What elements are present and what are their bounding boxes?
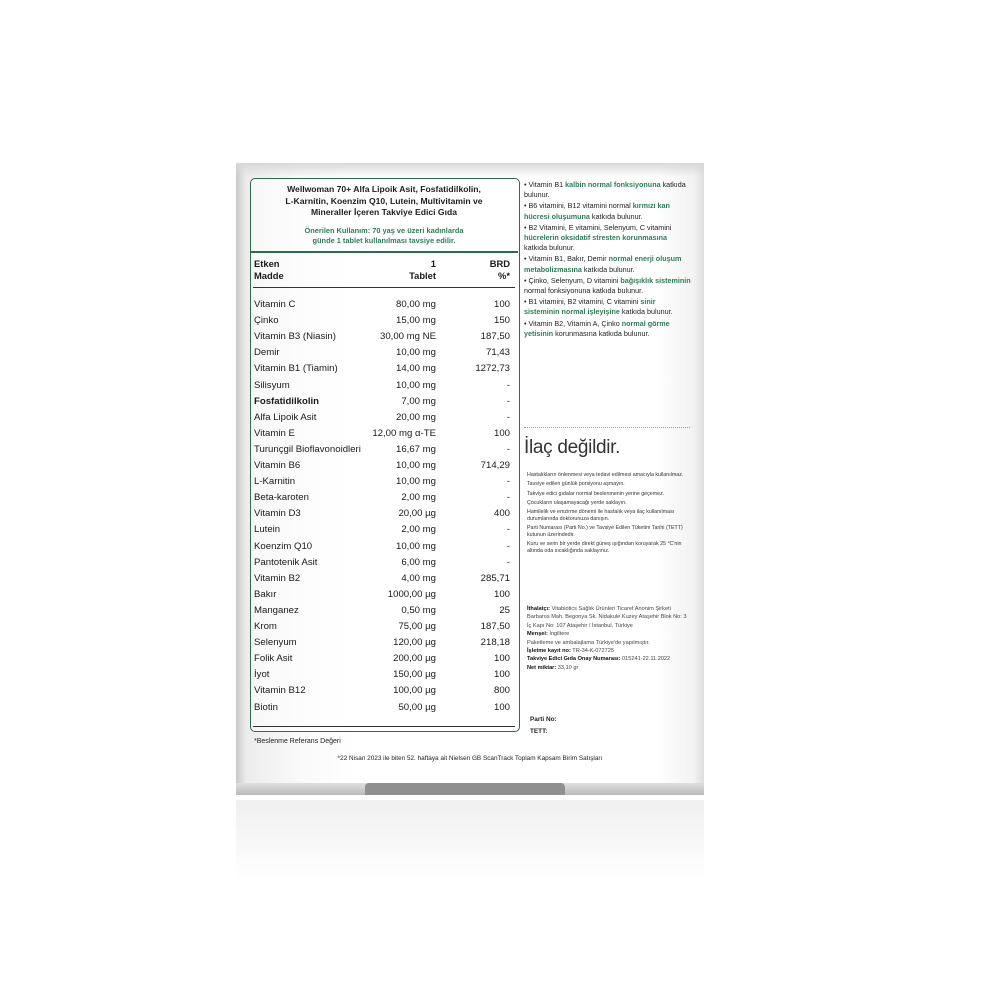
- nutrient-row: [254, 329, 514, 345]
- nutrient-name: Vitamin B2: [254, 572, 301, 584]
- nutrient-brd: -: [506, 556, 510, 568]
- warning-line: Parti Numarası (Parti No.) ve Tavsiye Edilen Tüketim Tarihi (TETT) kutunun üzerindedir.: [527, 525, 683, 539]
- nutrient-brd: 100: [493, 427, 510, 439]
- claim-highlight: kalbin normal fonksiyonuna: [565, 180, 661, 189]
- nutrient-amount: 15,00 mg: [395, 315, 436, 327]
- nutrient-name: Selenyum: [254, 637, 297, 649]
- nutrient-brd: 400: [493, 508, 510, 520]
- nutrient-row: [254, 683, 514, 699]
- nutrient-row: [254, 361, 514, 377]
- claim-text: • B2 Vitamini, E vitamini, Selenyum, C vitamini: [524, 222, 672, 232]
- nutrient-amount: 20,00 µg: [398, 508, 436, 520]
- claim-highlight: hücrelerin oksidatif stresten korunmasına: [524, 233, 667, 243]
- nutrient-amount: 2,00 mg: [401, 492, 436, 504]
- claim-text: katkıda bulunur.: [619, 307, 673, 317]
- nutrient-name: Fosfatidilkolin: [254, 395, 320, 407]
- nutrient-brd: 187,50: [480, 331, 510, 343]
- claim-text: korunmasına katkıda bulunur.: [553, 328, 650, 338]
- nutrient-name: İyot: [254, 669, 270, 681]
- nutrient-brd: 71,43: [485, 347, 510, 359]
- nutrient-amount: 80,00 mg: [395, 299, 436, 310]
- title-divider: [251, 251, 518, 253]
- claim-highlight: bağışıklık sisteminin: [620, 275, 691, 285]
- nutrient-name: Bakır: [254, 588, 277, 600]
- nutrient-amount: 7,00 mg: [401, 395, 436, 407]
- nutrient-row: [254, 490, 514, 506]
- importer-label: İthalatçı:: [527, 606, 551, 612]
- dotted-separator: [524, 427, 690, 428]
- nutrient-brd: -: [506, 524, 510, 536]
- claim-text: katkıda bulunur.: [524, 243, 575, 253]
- nutrient-name: Vitamin B12: [254, 685, 306, 697]
- warning-line: Hamilelik ve emzirme dönemi ile hastalık veya ilaç kullanılması durumlarında doktorunuza danışın.: [527, 509, 675, 522]
- nutrient-brd: 100: [493, 701, 510, 713]
- nutrient-amount: 75,00 µg: [398, 621, 436, 632]
- claim-highlight: normal enerji oluşum metabolizmasına: [524, 254, 682, 274]
- nutrient-brd: -: [506, 443, 510, 455]
- nutrient-brd: 800: [493, 685, 510, 697]
- nutrient-row: [254, 700, 514, 716]
- claim-text: • B6 vitamini, B12 vitamini normal: [524, 201, 633, 211]
- nutrient-row: [254, 539, 514, 555]
- nutrient-amount: 120,00 µg: [393, 637, 436, 649]
- nutrient-name: Silisyum: [254, 379, 290, 391]
- header-per-tablet: [396, 258, 436, 281]
- health-claim: [524, 297, 692, 317]
- nutrient-name: Lutein: [254, 524, 281, 536]
- claim-text: • Vitamin B2, Vitamin A, Çinko: [524, 318, 622, 328]
- nutrient-amount: 16,67 mg: [395, 443, 436, 455]
- tett-label: TETT:: [530, 728, 548, 735]
- nutrient-amount: 12,00 mg α-TE: [372, 427, 436, 439]
- usage-recommendation: [252, 226, 516, 246]
- header-col3-line2: %*: [498, 269, 510, 281]
- nutrient-name: Beta-karoten: [254, 492, 309, 504]
- health-claim: [524, 276, 692, 296]
- nutrient-name: Demir: [254, 347, 280, 359]
- header-col3-line1: BRD: [489, 258, 510, 269]
- header-col2-line2: Tablet: [409, 269, 436, 281]
- health-claim: [524, 254, 692, 274]
- package-top-shadow: [236, 163, 704, 177]
- nutrient-row: [254, 619, 514, 635]
- origin-value: İngiltere: [549, 631, 570, 638]
- nutrient-brd: -: [506, 395, 510, 407]
- nutrient-amount: 30,00 mg NE: [380, 331, 436, 343]
- claim-highlight: normal görme yetisinin: [524, 318, 670, 338]
- nutrient-name: Vitamin B3 (Niasin): [254, 331, 336, 343]
- nutrient-row: [254, 667, 514, 683]
- nutrient-row: [254, 635, 514, 651]
- health-claims: [524, 180, 692, 340]
- nutrient-row: [254, 522, 514, 538]
- nutrient-amount: 20,00 mg: [395, 411, 436, 423]
- net-quantity-label: Net miktar:: [527, 664, 557, 671]
- nutrient-brd: 187,50: [480, 621, 510, 632]
- importer-info: [527, 605, 692, 672]
- nutrient-amount: 1000,00 µg: [387, 588, 436, 600]
- warning-line: Çocukların ulaşamayacağı yerde saklayın.: [527, 499, 627, 506]
- header-active-ingredient: [254, 258, 284, 281]
- nutrient-amount: 100,00 µg: [393, 685, 436, 697]
- claim-highlight: kırmızı kan hücresi oluşumuna: [524, 201, 670, 221]
- nutrient-row: [254, 458, 514, 474]
- nutrient-row: [254, 378, 514, 394]
- health-claim: [524, 223, 692, 254]
- header-col2-line1: 1: [430, 258, 436, 269]
- nutrient-name: Folik Asit: [254, 653, 293, 665]
- health-claim: [524, 180, 692, 200]
- registration-label: İşletme kayıt no:: [527, 648, 571, 655]
- nutrient-name: Vitamin D3: [254, 508, 301, 520]
- claim-text: katkıda bulunur.: [524, 180, 686, 200]
- sales-source-note: *22 Nisan 2023 ile biten 52. haftaya ait Nielsen GB ScanTrack Toplam Kapsam Birim Satışları: [337, 755, 603, 762]
- nutrient-amount: 14,00 mg: [395, 363, 436, 375]
- warnings-block: [527, 472, 687, 557]
- nutrient-row: [254, 571, 514, 587]
- nutrient-brd: 100: [493, 299, 510, 310]
- product-title: [252, 184, 516, 219]
- nutrient-name: Çinko: [254, 315, 279, 327]
- nutrient-name: Alfa Lipoik Asit: [254, 411, 317, 423]
- header-brd: [474, 258, 510, 281]
- warning-line: Tavsiye edilen günlük porsiyonu aşmayın.: [527, 481, 625, 488]
- warning-line: Kuru ve serin bir yerde direkt güneş ışığından koruyarak 25 °C'nin altında oda sıcaklığında saklayınız.: [527, 541, 682, 555]
- nutrient-name: Turunçgil Bioflavonoidleri: [254, 443, 361, 455]
- usage-line: Önerilen Kullanım: 70 yaş ve üzeri kadınlarda: [304, 226, 464, 235]
- claim-text: • Çinko, Selenyum, D vitamini: [524, 275, 621, 285]
- nutrient-amount: 10,00 mg: [395, 347, 436, 359]
- nutrient-row: [254, 506, 514, 522]
- nutrient-name: Vitamin E: [254, 427, 295, 439]
- usage-line: günde 1 tablet kullanılması tavsiye edilir.: [312, 236, 456, 245]
- header-divider: [253, 287, 515, 288]
- nutrient-row: [254, 394, 514, 410]
- origin-label: Menşei:: [527, 631, 548, 638]
- party-number-label: Parti No:: [530, 716, 557, 723]
- health-claim: [524, 319, 692, 339]
- nutrient-amount: 2,00 mg: [401, 524, 436, 536]
- packaging-note: Paketleme ve ambalajlama Türkiye'de yapılmıştır.: [527, 639, 650, 646]
- nutrient-amount: 10,00 mg: [395, 379, 436, 391]
- nutrient-row: [254, 603, 514, 619]
- nutrient-name: Koenzim Q10: [254, 540, 313, 552]
- nutrient-name: Vitamin B1 (Tiamin): [254, 363, 338, 375]
- table-bottom-divider: [253, 726, 515, 727]
- nutrient-row: [254, 587, 514, 603]
- claim-text: • Vitamin B1, Bakır, Demir: [524, 254, 609, 264]
- nutrient-brd: -: [506, 411, 510, 423]
- nutrient-brd: 100: [493, 669, 510, 681]
- nutrient-row: [254, 442, 514, 458]
- nutrient-brd: 218,18: [480, 637, 510, 649]
- nutrient-amount: 10,00 mg: [395, 476, 436, 488]
- not-a-drug-heading: İlaç değildir.: [524, 437, 621, 458]
- nutrient-brd: -: [506, 476, 510, 488]
- nutrient-name: Vitamin B6: [254, 460, 301, 471]
- header-col1-line1: Etken: [254, 258, 280, 269]
- nutrient-amount: 200,00 µg: [393, 653, 436, 665]
- brd-footnote: *Beslenme Referans Değeri: [254, 738, 341, 745]
- nutrient-amount: 10,00 mg: [395, 460, 436, 471]
- nutrient-row: [254, 651, 514, 667]
- registration-value: TR-34-K-072725: [572, 648, 614, 655]
- nutrient-brd: 25: [499, 604, 510, 616]
- nutrient-amount: 150,00 µg: [393, 669, 436, 681]
- claim-highlight: sinir sisteminin normal işleyişine: [524, 297, 656, 317]
- nutrient-amount: 0,50 mg: [401, 604, 436, 616]
- claim-text: • B1 vitamini, B2 vitamini, C vitamini: [524, 297, 641, 307]
- nutrient-amount: 4,00 mg: [401, 572, 436, 584]
- nutrient-name: Biotin: [254, 701, 278, 713]
- net-quantity-value: 33,10 gr: [557, 664, 579, 671]
- nutrient-name: Manganez: [254, 604, 299, 616]
- nutrient-brd: -: [506, 540, 510, 552]
- nutrient-brd: 100: [493, 653, 510, 665]
- approval-value: 015241-22.11.2022: [622, 656, 671, 663]
- nutrient-row: [254, 345, 514, 361]
- importer-value: Vitabiotics Sağlık Ürünleri Ticaret Anonim Şirketi Barbaros Mah. Begonya Sk. Nidakule Kuzey Ataşehir Blok No: 3 İç Kapı No: 107 Ataşehir / İstanbul, Türkiye: [527, 606, 687, 629]
- product-title-line: L-Karnitin, Koenzim Q10, Lutein, Multivitamin ve: [285, 195, 483, 206]
- warning-line: Takviye edici gıdalar normal beslenmenin yerine geçemez.: [527, 490, 665, 497]
- nutrient-row: [254, 474, 514, 490]
- claim-text: katkıda bulunur.: [581, 264, 635, 274]
- nutrient-amount: 50,00 µg: [398, 701, 436, 713]
- nutrient-brd: 285,71: [480, 572, 510, 584]
- nutrient-brd: 714,29: [480, 460, 510, 471]
- nutrient-brd: 150: [493, 315, 510, 327]
- nutrient-row: [254, 410, 514, 426]
- nutrient-row: [254, 313, 514, 329]
- header-col1-line2: Madde: [254, 269, 284, 281]
- nutrient-brd: -: [506, 379, 510, 391]
- nutrient-row: [254, 426, 514, 442]
- product-title-line: Mineraller İçeren Takviye Edici Gıda: [310, 207, 457, 218]
- claim-text: normal fonksiyonuna katkıda bulunur.: [524, 286, 644, 296]
- product-title-line: Wellwoman 70+ Alfa Lipoik Asit, Fosfatidilkolin,: [287, 184, 481, 194]
- nutrient-amount: 10,00 mg: [395, 540, 436, 552]
- nutrient-amount: 6,00 mg: [401, 556, 436, 568]
- nutrient-row: [254, 555, 514, 571]
- nutrient-brd: 100: [493, 588, 510, 600]
- nutrient-name: Vitamin C: [254, 299, 296, 310]
- package-bottom-notch: [365, 783, 565, 795]
- approval-label: Takviye Edici Gıda Onay Numarası:: [527, 656, 621, 663]
- nutrient-name: L-Karnitin: [254, 476, 296, 488]
- nutrient-name: Pantotenik Asit: [254, 556, 318, 568]
- nutrient-brd: 1272,73: [475, 363, 510, 375]
- nutrient-name: Krom: [254, 621, 277, 632]
- claim-text: • Vitamin B1: [524, 180, 566, 189]
- warning-line: Hastalıkların önlenmesi veya tedavi edilmesi amacıyla kullanılmaz.: [527, 472, 684, 478]
- nutrient-row: [254, 297, 514, 313]
- nutrient-brd: -: [506, 492, 510, 504]
- package-reflection: [236, 800, 704, 880]
- claim-text: katkıda bulunur.: [589, 211, 643, 221]
- health-claim: [524, 201, 692, 221]
